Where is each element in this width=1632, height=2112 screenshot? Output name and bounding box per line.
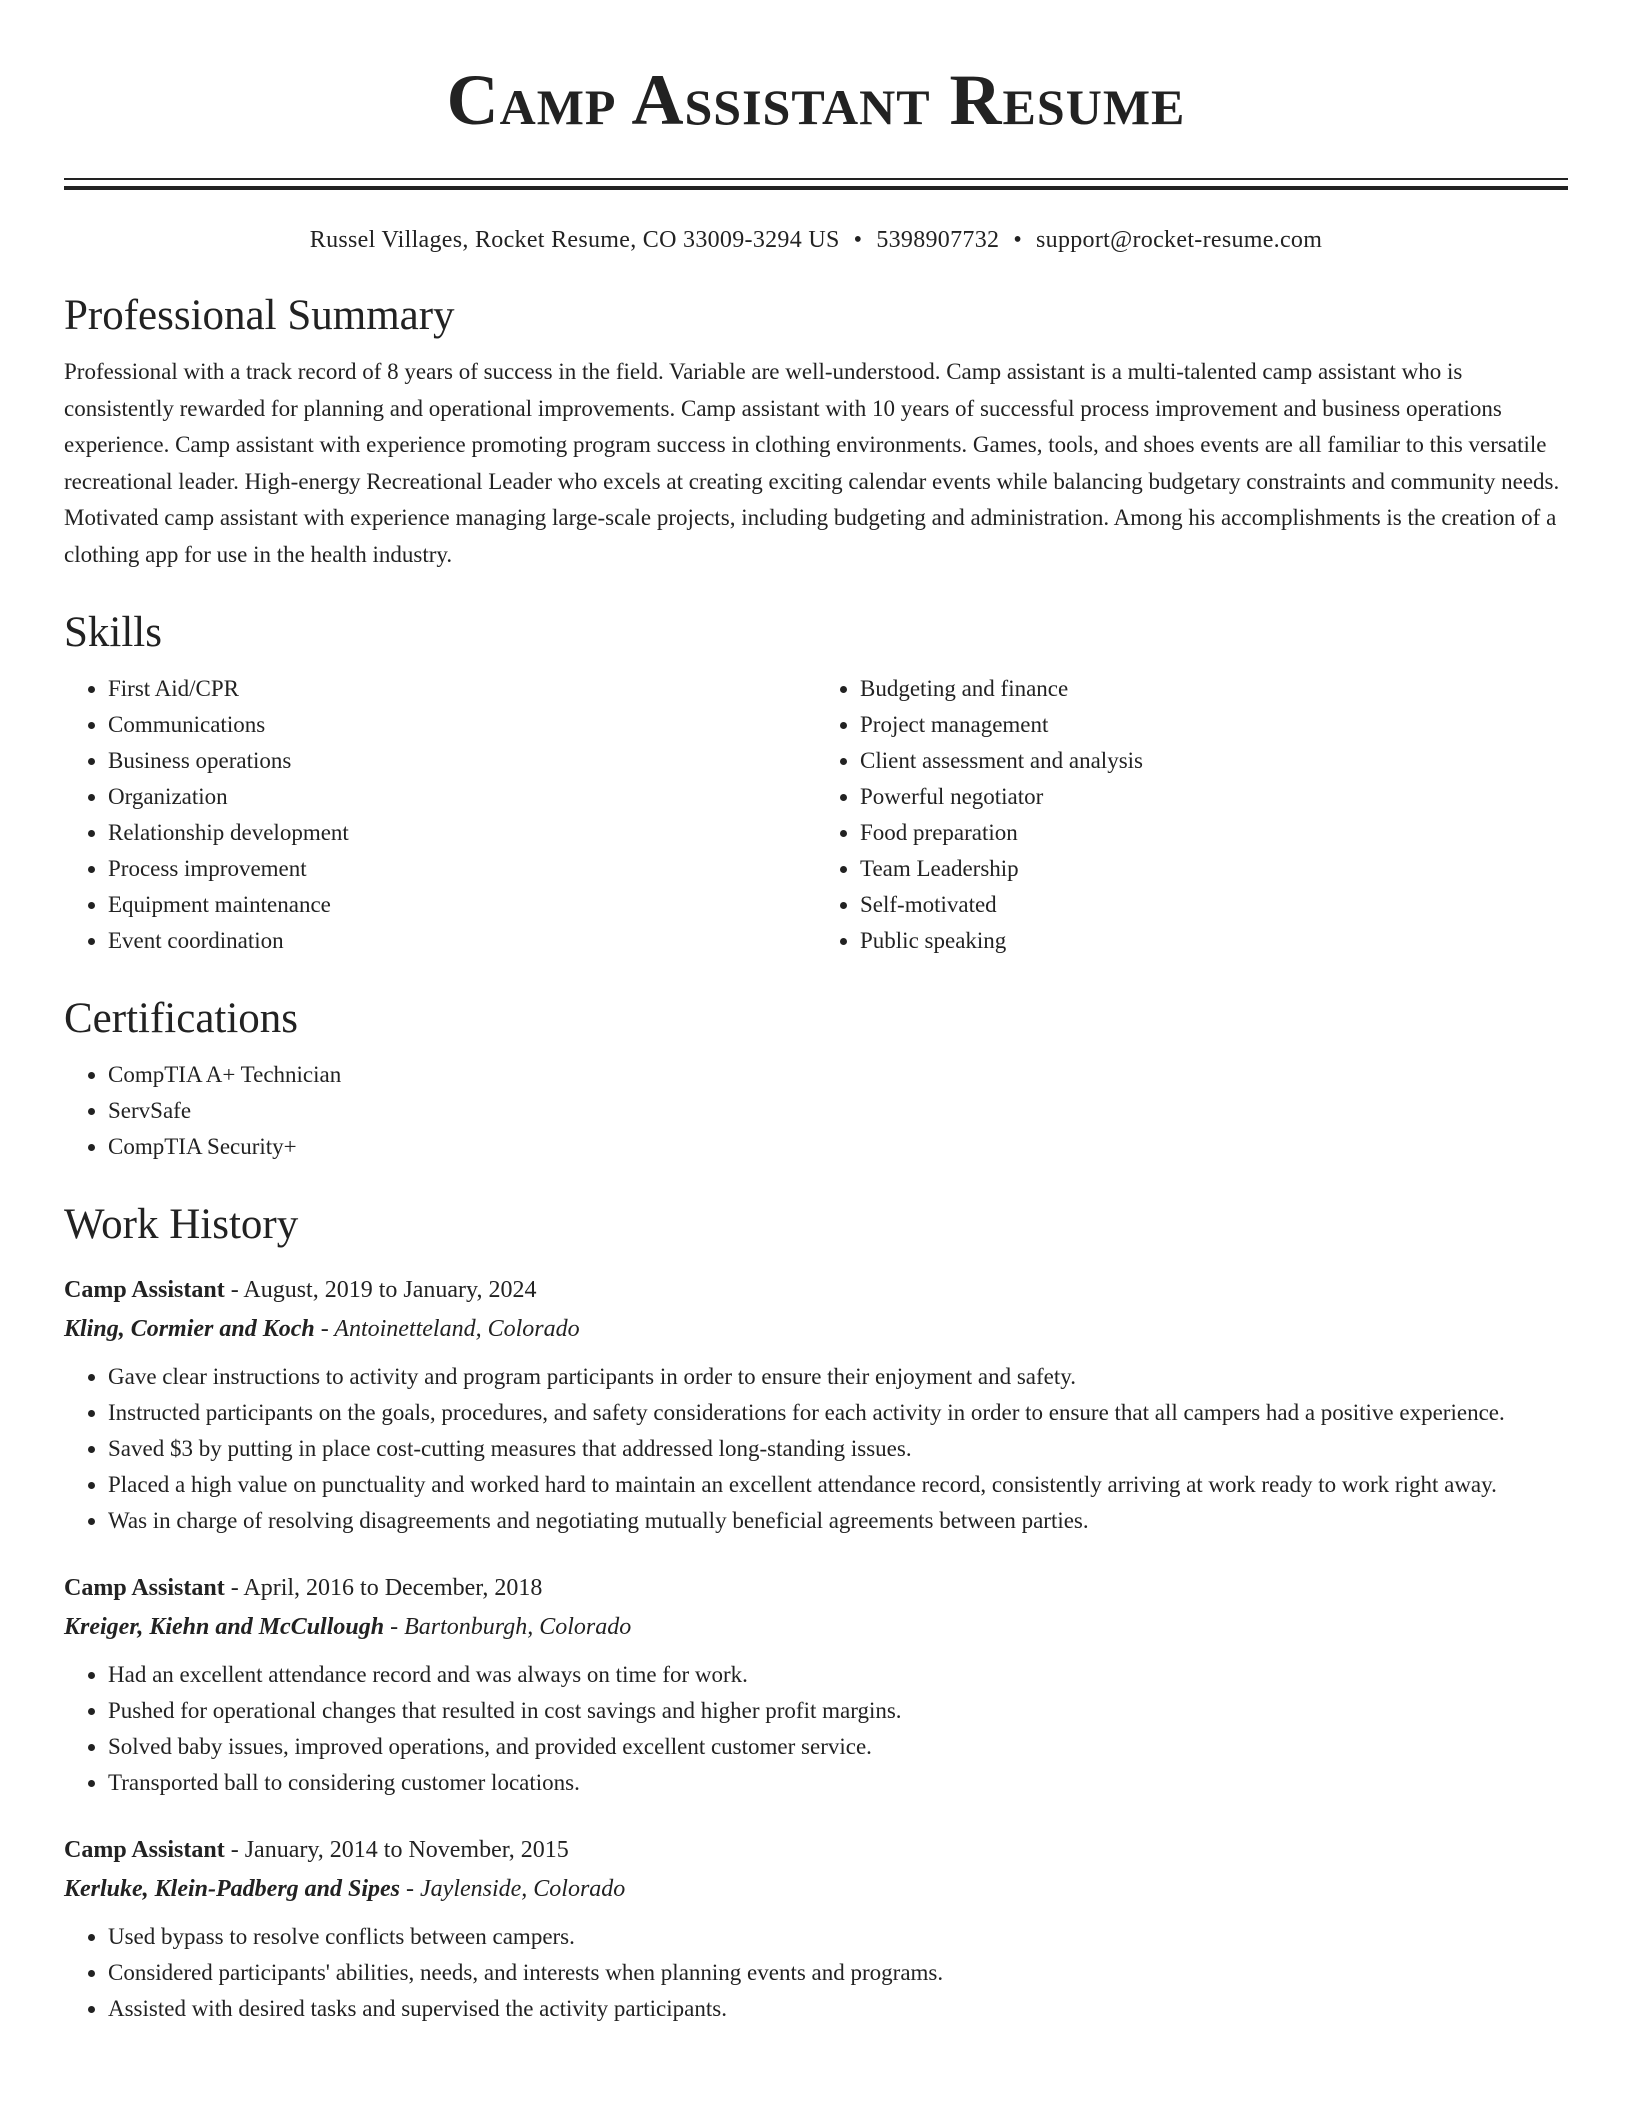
job-title-line [64,1831,1568,1869]
summary-text: Professional with a track record of 8 years of success in the field. Variable are well-understood. Camp assistant is a multi-talented camp assistant who is consistently rewarded for planning and operational improvements. Camp assistant with 10 years of successful process improvement and business operations experience. Camp assistant with experience promoting program success in clothing environments. Games, tools, and shoes events are all familiar to this versatile recreational leader. High-energy Recreational Leader who excels at creating exciting calendar events while balancing budgetary constraints and community needs. Motivated camp assistant with experience managing large-scale projects, including budgeting and administration. Among his accomplishments is the creation of a clothing app for use in the health industry. [64,359,1560,567]
job-bullet: • Placed a high value on punctuality and worked hard to maintain an excellent attendance record, consistently arriving at work ready to work right away. [108,1467,1568,1503]
skill-item: • Self-motivated [860,887,1568,923]
job-bullets [64,1657,1568,1801]
title-rule-thick [64,186,1568,190]
job-bullet: • Used bypass to resolve conflicts between campers. [108,1919,1568,1955]
contact-email: support@rocket-resume.com [1036,227,1323,253]
work-history-section [64,1199,1568,2027]
job-location: - Bartonburgh, Colorado [384,1614,632,1640]
job-entry [64,1271,1568,1539]
resume-title: Camp Assistant Resume [446,60,1186,140]
certifications-list [64,1057,1568,1165]
job-bullet: • Instructed participants on the goals, procedures, and safety considerations for each activity in order to ensure that all campers had a positive experience. [108,1395,1568,1431]
job-title-line [64,1569,1568,1607]
job-dates: - April, 2016 to December, 2018 [224,1575,543,1601]
skill-item: • Organization [108,779,816,815]
certifications-heading: Certifications [64,995,299,1042]
contact-separator: • [853,227,863,253]
contact-phone: 5398907732 [876,227,1000,253]
job-bullet: • Transported ball to considering customer locations. [108,1765,1568,1801]
skills-section [64,607,1568,959]
job-entry [64,1831,1568,2027]
job-company: Kreiger, Kiehn and McCullough [64,1614,385,1640]
skill-item: • First Aid/CPR [108,671,816,707]
job-entry [64,1569,1568,1801]
job-company: Kerluke, Klein-Padberg and Sipes [64,1876,401,1902]
job-bullet: • Assisted with desired tasks and supervised the activity participants. [108,1991,1568,2027]
skill-item: • Powerful negotiator [860,779,1568,815]
job-company-line [64,1309,1568,1349]
job-bullet: • Was in charge of resolving disagreements and negotiating mutually beneficial agreements between parties. [108,1503,1568,1539]
job-bullets [64,1919,1568,2027]
contact-address: Russel Villages, Rocket Resume, CO 33009-3294 US [309,227,840,253]
job-bullet: • Pushed for operational changes that resulted in cost savings and higher profit margins. [108,1693,1568,1729]
skill-item: • Business operations [108,743,816,779]
skill-item: • Equipment maintenance [108,887,816,923]
skill-item: • Project management [860,707,1568,743]
job-title-line [64,1271,1568,1309]
job-bullet: • Solved baby issues, improved operations, and provided excellent customer service. [108,1729,1568,1765]
job-company-line [64,1869,1568,1909]
summary-section [64,290,1568,573]
job-company: Kling, Cormier and Koch [64,1316,315,1342]
skill-item: • Food preparation [860,815,1568,851]
certification-item: • CompTIA A+ Technician [108,1057,1568,1093]
job-bullet: • Saved $3 by putting in place cost-cutting measures that addressed long-standing issues. [108,1431,1568,1467]
skill-item: • Team Leadership [860,851,1568,887]
skill-item: • Communications [108,707,816,743]
skill-item: • Budgeting and finance [860,671,1568,707]
contact-line [64,224,1568,256]
skills-grid [64,671,1568,959]
certification-item: • ServSafe [108,1093,1568,1129]
skill-item: • Client assessment and analysis [860,743,1568,779]
job-location: - Jaylenside, Colorado [400,1876,626,1902]
job-role: Camp Assistant [64,1575,225,1601]
job-bullets [64,1359,1568,1539]
title-rule-thin [64,178,1568,180]
skill-item: • Event coordination [108,923,816,959]
job-dates: - August, 2019 to January, 2024 [224,1277,537,1303]
summary-heading: Professional Summary [64,292,455,339]
skills-list-left [64,671,816,959]
work-history-heading: Work History [64,1201,299,1248]
job-location: - Antoinetteland, Colorado [314,1316,580,1342]
job-bullet: • Had an excellent attendance record and was always on time for work. [108,1657,1568,1693]
skills-heading: Skills [64,609,162,656]
skill-item: • Process improvement [108,851,816,887]
certification-item: • CompTIA Security+ [108,1129,1568,1165]
contact-separator: • [1013,227,1023,253]
job-bullet: • Considered participants' abilities, needs, and interests when planning events and programs. [108,1955,1568,1991]
job-role: Camp Assistant [64,1837,225,1863]
skill-item: • Public speaking [860,923,1568,959]
certifications-section [64,993,1568,1165]
job-dates: - January, 2014 to November, 2015 [224,1837,569,1863]
skill-item: • Relationship development [108,815,816,851]
skills-list-right [816,671,1568,959]
job-role: Camp Assistant [64,1277,225,1303]
job-bullet: • Gave clear instructions to activity and program participants in order to ensure their enjoyment and safety. [108,1359,1568,1395]
job-company-line [64,1607,1568,1647]
